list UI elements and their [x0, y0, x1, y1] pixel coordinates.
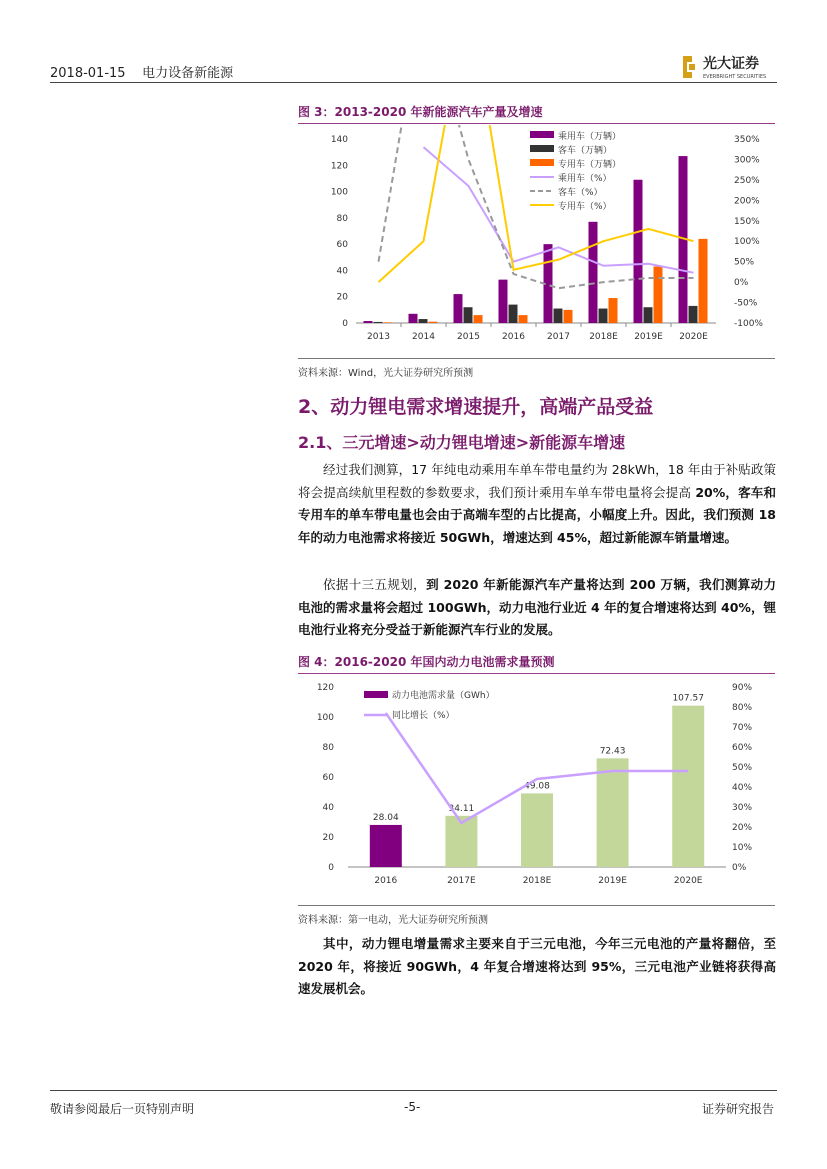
chart1-legend-label: 专用车（万辆）: [558, 160, 622, 170]
chart2-data-label: 107.57: [672, 693, 704, 704]
chart1-legend-label: 乘用车（%）: [558, 174, 612, 184]
chart2-y-tick-right: 40%: [732, 783, 753, 793]
chart2-legend-swatch: [364, 691, 388, 698]
chart1-y-tick-right: 300%: [734, 155, 760, 166]
chart1-bar: [409, 314, 418, 323]
chart1-legend-label: 乘用车（万辆）: [558, 132, 622, 142]
figure3-top-rule: [298, 123, 775, 124]
chart1-bar: [509, 305, 518, 323]
chart2-y-tick-left: 20: [322, 833, 334, 843]
logo-cn-text: 光大证券: [703, 56, 759, 72]
chart2-x-tick: 2019E: [598, 876, 627, 886]
paragraph-2-text-a: 依据十三五规划，: [323, 577, 427, 592]
chart1-y-tick-left: 80: [336, 213, 348, 224]
chart2-x-tick: 2020E: [673, 876, 703, 886]
chart2-y-tick-right: 80%: [732, 703, 753, 713]
chart1-bar: [599, 309, 608, 323]
chart1-y-tick-left: 20: [336, 292, 348, 303]
chart1-bar: [419, 319, 428, 323]
chart1-bar: [384, 322, 393, 323]
chart2-x-tick: 2016: [374, 876, 398, 886]
chart2-y-tick-right: 90%: [732, 683, 753, 693]
chart1-bar: [634, 180, 643, 323]
chart1-bar: [474, 315, 483, 323]
chart2-y-tick-right: 10%: [732, 843, 753, 853]
section2-heading: 2、动力锂电需求增速提升，高端产品受益: [298, 396, 654, 418]
chart1-bar: [699, 239, 708, 323]
chart1-legend-label: 专用车（%）: [558, 202, 612, 212]
chart1-x-tick: 2016: [502, 332, 525, 342]
chart1-x-tick: 2020E: [679, 332, 708, 342]
company-logo: [683, 52, 783, 82]
figure3-title: 图 3：2013-2020 年新能源汽车产量及增速: [298, 105, 543, 119]
footer-disclaimer: 敬请参阅最后一页特别声明: [50, 1102, 195, 1116]
chart1-y-tick-left: 140: [330, 135, 348, 145]
chart1-y-tick-right: 100%: [734, 237, 760, 248]
report-date-sector: [50, 62, 233, 81]
chart1-bar: [519, 315, 528, 323]
chart2-y-tick-right: 20%: [732, 823, 753, 833]
figure3-bottom-rule: [298, 358, 775, 359]
chart1-bar: [689, 306, 698, 323]
paragraph-2-bold: 到 2020 年新能源汽车产量将达到 200 万辆，我们测算动力电池的需求量将会超过 100GWh，动力电池行业近 4 年的复合增速将达到 40%，锂电池行业将充分受益于新能源汽车行业的发展。: [298, 577, 776, 637]
chart2-y-tick-right: 60%: [732, 743, 753, 753]
chart2-data-label: 28.04: [372, 812, 399, 823]
chart2-y-tick-left: 100: [316, 713, 334, 723]
chart1-y-tick-right: 250%: [734, 175, 760, 186]
chart1-x-tick: 2015: [457, 332, 480, 342]
footer-report-type: 证券研究报告: [702, 1102, 775, 1116]
chart2-y-tick-left: 40: [322, 803, 334, 813]
chart1-legend-swatch: [530, 159, 554, 166]
chart2-bar: [521, 793, 553, 867]
chart1-y-tick-right: -50%: [734, 298, 758, 309]
footer-divider: [50, 1090, 777, 1091]
chart2-legend-label: 同比增长（%）: [392, 711, 455, 721]
chart1-y-tick-left: 100: [330, 187, 348, 198]
chart2-bar: [672, 706, 704, 867]
figure4-chart: [298, 677, 778, 890]
chart2-data-label: 34.11: [448, 803, 475, 814]
chart1-bar: [499, 280, 508, 323]
chart1-y-tick-right: 0%: [734, 278, 749, 289]
chart2-data-label: 72.43: [599, 746, 626, 757]
chart2-y-tick-right: 50%: [732, 763, 753, 773]
chart2-bar: [370, 825, 402, 867]
chart1-legend-swatch: [530, 131, 554, 138]
chart1-y-tick-right: -100%: [734, 319, 763, 329]
chart1-x-tick: 2019E: [634, 332, 663, 342]
chart2-y-tick-right: 0%: [732, 863, 747, 873]
chart1-bar: [429, 322, 438, 323]
chart1-y-tick-right: 200%: [734, 196, 760, 207]
chart1-x-tick: 2013: [367, 332, 390, 342]
chart2-x-tick: 2018E: [522, 876, 552, 886]
paragraph-2: [298, 574, 776, 642]
chart2-y-tick-left: 80: [322, 743, 334, 753]
chart1-legend-label: 客车（万辆）: [558, 146, 613, 156]
chart2-legend-label: 动力电池需求量（GWh）: [392, 691, 495, 701]
chart1-bar: [609, 298, 618, 323]
chart1-bar: [374, 322, 383, 323]
chart2-y-tick-left: 120: [316, 683, 334, 693]
chart1-y-tick-left: 40: [336, 266, 348, 277]
chart2-y-tick-left: 0: [328, 863, 334, 873]
chart1-bar: [464, 307, 473, 323]
chart1-y-tick-right: 150%: [734, 216, 760, 227]
chart1-bar: [654, 266, 663, 323]
chart2-bar: [597, 758, 629, 867]
chart1-y-tick-left: 0: [342, 319, 348, 329]
chart1-x-tick: 2018E: [589, 332, 618, 342]
chart2-y-tick-left: 60: [322, 773, 334, 783]
paragraph-1-text-b: 客车和专用车的单车带电量也会由于高端车型的占比提高，小幅度上升。因此，我们预测 18 年的动力电池需求将接近 50GWh，增速达到 45%，超过新能源车销量增速。: [298, 484, 776, 545]
chart1-x-tick: 2017: [547, 332, 570, 342]
chart1-x-tick: 2014: [412, 332, 435, 342]
chart1-bar: [564, 310, 573, 323]
chart2-y-tick-right: 70%: [732, 723, 753, 733]
chart2-data-label: 49.08: [524, 781, 550, 792]
chart2-x-tick: 2017E: [447, 876, 476, 886]
chart2-y-tick-right: 30%: [732, 803, 753, 813]
figure4-source: 资料来源：第一电动，光大证券研究所预测: [298, 915, 488, 926]
chart1-y-tick-right: 50%: [734, 257, 755, 268]
chart1-y-tick-left: 120: [330, 161, 348, 172]
logo-mark-icon: [683, 52, 783, 82]
chart1-y-tick-right: 350%: [734, 135, 760, 145]
chart1-bar: [589, 222, 598, 323]
figure4-title: 图 4：2016-2020 年国内动力电池需求量预测: [298, 655, 555, 669]
paragraph-1-bold: 20%，: [695, 484, 739, 500]
figure4-top-rule: [298, 673, 775, 674]
footer-page-number: -5-: [404, 1100, 421, 1114]
figure3-source: 资料来源：Wind，光大证券研究所预测: [298, 368, 474, 379]
chart1-bar: [454, 294, 463, 323]
figure4-bottom-rule: [298, 905, 775, 906]
logo-en-text: EVERBRIGHT SECURITIES: [703, 74, 767, 80]
report-date: 2018-01-15: [50, 66, 126, 81]
section21-heading: 2.1、三元增速>动力锂电增速>新能源车增速: [298, 433, 626, 452]
chart1-legend-swatch: [530, 145, 554, 152]
paragraph-3: 其中，动力锂电增量需求主要来自于三元电池，今年三元电池的产量将翻倍，至 2020 年，将接近 90GWh，4 年复合增速将达到 95%，三元电池产业链将获得高速发展机会。: [298, 936, 776, 996]
paragraph-1: [298, 459, 776, 549]
chart1-bar: [554, 309, 563, 323]
chart1-y-tick-left: 60: [336, 240, 348, 251]
header-divider: [50, 82, 777, 83]
figure3-chart: [298, 125, 778, 357]
chart1-bar: [644, 307, 653, 323]
report-sector: 电力设备新能源: [142, 66, 234, 81]
chart1-legend-label: 客车（%）: [558, 188, 603, 198]
chart1-bar: [364, 321, 373, 323]
paragraph-1-text-a: 经过我们测算，17 年纯电动乘用车单车带电量约为 28kWh，18 年由于补贴政策将会提高续航里程数的参数要求，我们预计乘用车单车带电量将会提高: [298, 462, 776, 500]
